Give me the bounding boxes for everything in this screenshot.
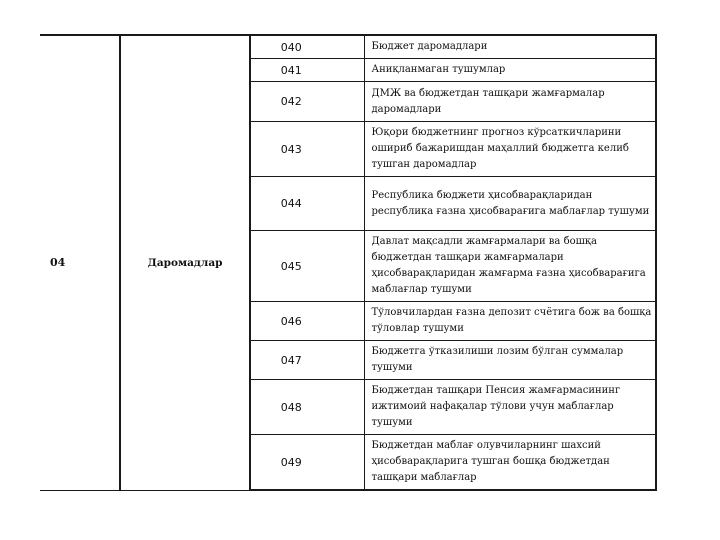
account-code: 049 [250,435,364,491]
account-description: Бюджетдан маблағ олувчиларнинг шахсий ҳисобварақларига тушган бошқа бюджетдан ташқари маблағлар [364,435,656,491]
account-code: 044 [250,177,364,231]
account-description: Бюджет даромадлари [364,35,656,59]
account-description: Давлат мақсадли жамғармалари ва бошқа бюджетдан ташқари жамғармалари ҳисобварақларидан жамғарма ғазна ҳисобварағига маблағлар тушуми [364,231,656,302]
account-code: 046 [250,302,364,341]
account-code: 043 [250,122,364,177]
account-description: Бюджетдан ташқари Пенсия жамғармасининг ижтимоий нафақалар тўлови учун маблағлар тушуми [364,380,656,435]
account-code: 042 [250,82,364,122]
account-code: 040 [250,35,364,59]
section-title: Даромадлар [120,35,250,490]
account-description: Бюджетга ўтказилиши лозим бўлган суммалар тушуми [364,341,656,380]
account-code: 045 [250,231,364,302]
account-description: Юқори бюджетнинг прогноз кўрсаткичларини ошириб бажаришдан маҳаллий бюджетга келиб тушган даромадлар [364,122,656,177]
account-code: 047 [250,341,364,380]
account-description: Тўловчилардан ғазна депозит счётига бож ва бошқа тўловлар тушуми [364,302,656,341]
section-code: 04 [40,35,120,490]
account-code: 048 [250,380,364,435]
account-description: Республика бюджети ҳисобварақларидан республика ғазна ҳисобварағига маблағлар тушуми [364,177,656,231]
account-description: Аниқланмаган тушумлар [364,59,656,82]
table-row [40,35,656,59]
account-description: ДМЖ ва бюджетдан ташқари жамғармалар даромадлари [364,82,656,122]
account-code: 041 [250,59,364,82]
account-codes-table [40,34,657,491]
